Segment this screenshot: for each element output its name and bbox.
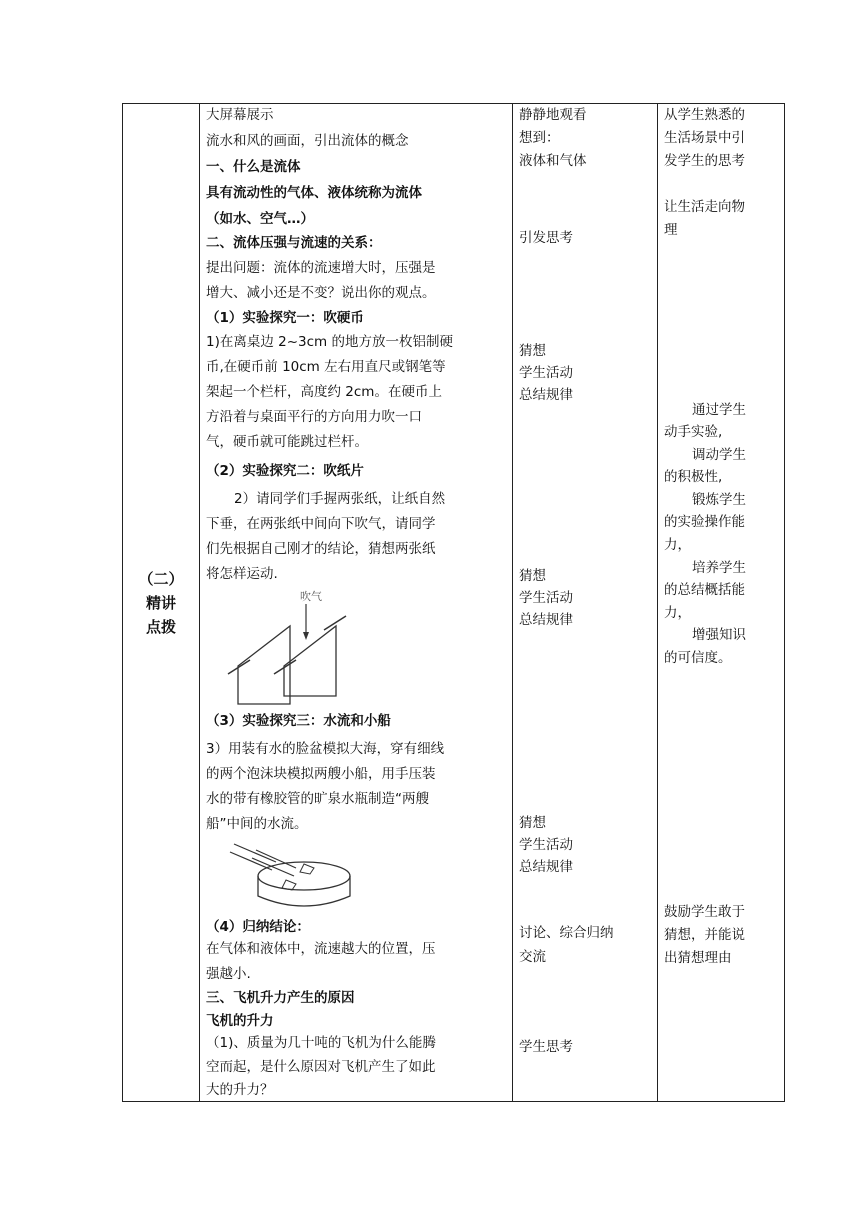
student-line: 讨论、综合归纳	[519, 925, 614, 941]
paper-blowing-figure	[220, 586, 380, 706]
content-line: 方沿着与桌面平行的方向用力吹一口	[206, 409, 422, 425]
content-line: 在气体和液体中，流速越大的位置，压	[206, 941, 436, 957]
student-line: 学生活动	[519, 365, 573, 381]
intent-line: 锻炼学生	[692, 492, 746, 508]
content-line: 强越小.	[206, 966, 251, 982]
teaching-content-cell	[200, 104, 513, 1102]
intent-line: 鼓励学生敢于	[664, 904, 745, 920]
content-line: 2）请同学们手握两张纸，让纸自然	[234, 491, 446, 507]
student-line: 引发思考	[519, 230, 573, 246]
intent-line: 从学生熟悉的	[664, 107, 745, 123]
student-activity-cell	[513, 104, 658, 1102]
intent-line: 出猜想理由	[664, 950, 732, 966]
section-label-2: 精讲	[145, 593, 176, 612]
student-line: 总结规律	[519, 387, 573, 403]
blow-label: 吹气	[300, 590, 322, 603]
content-line: 1)在离桌边 2~3cm 的地方放一枚铝制硬	[206, 334, 454, 350]
content-line: 船”中间的水流。	[206, 816, 308, 832]
student-line: 猜想	[519, 568, 546, 584]
content-line: 下垂，在两张纸中间向下吹气，请同学	[206, 516, 436, 532]
intent-line: 猜想，并能说	[664, 927, 745, 943]
student-line: 静静地观看	[519, 107, 587, 123]
intent-line: 让生活走向物	[664, 199, 745, 215]
content-line: 币,在硬币前 10cm 左右用直尺或钢笔等	[206, 359, 446, 375]
content-line: 气，硬币就可能跳过栏杆。	[206, 434, 368, 450]
content-subheading: （1）实验探究一：吹硬币	[206, 310, 364, 326]
content-line: 流水和风的画面，引出流体的概念	[206, 133, 409, 149]
intent-line: 的实验操作能	[664, 514, 745, 530]
content-line: 们先根据自己刚才的结论，猜想两张纸	[206, 541, 436, 557]
intent-line: 动手实验,	[664, 424, 723, 440]
intent-line: 力，	[664, 605, 691, 621]
lesson-plan-table	[122, 103, 785, 1102]
content-line: （如水、空气…）	[206, 211, 314, 227]
content-line: 将怎样运动.	[206, 566, 278, 582]
student-line: 学生活动	[519, 590, 573, 606]
student-line: 总结规律	[519, 859, 573, 875]
student-line: 猜想	[519, 343, 546, 359]
intent-line: 培养学生	[692, 560, 746, 576]
intent-line: 调动学生	[692, 447, 746, 463]
content-line: 大屏幕展示	[206, 107, 274, 123]
content-heading: 二、流体压强与流速的关系：	[206, 235, 382, 251]
content-subheading: （3）实验探究三：水流和小船	[206, 713, 391, 729]
section-cell	[123, 104, 200, 1102]
content-line: 飞机的升力	[206, 1013, 274, 1029]
content-line: 增大、减小还是不变？说出你的观点。	[206, 285, 436, 301]
content-line: （1)、质量为几十吨的飞机为什么能腾	[206, 1035, 436, 1051]
content-subheading: （2）实验探究二：吹纸片	[206, 463, 364, 479]
student-line: 猜想	[519, 815, 546, 831]
content-heading: 一、什么是流体	[206, 159, 301, 175]
content-line: 提出问题：流体的流速增大时，压强是	[206, 260, 436, 276]
intent-line: 的可信度。	[664, 650, 732, 666]
student-line: 交流	[519, 949, 546, 965]
content-line: 具有流动性的气体、液体统称为流体	[206, 185, 422, 201]
boat-basin-figure	[226, 836, 356, 908]
content-line: 大的升力？	[206, 1082, 274, 1098]
content-line: 空而起，是什么原因对飞机产生了如此	[206, 1059, 436, 1075]
intent-line: 理	[664, 222, 678, 238]
intent-line: 的总结概括能	[664, 582, 745, 598]
content-subheading: （4）归纳结论：	[206, 919, 310, 935]
intent-line: 发学生的思考	[664, 153, 745, 169]
content-line: 水的带有橡胶管的旷泉水瓶制造“两艘	[206, 791, 429, 807]
design-intent-cell	[658, 104, 785, 1102]
content-line: 3）用装有水的脸盆模拟大海，穿有细线	[206, 741, 445, 757]
content-line: 的两个泡沫块模拟两艘小船，用手压装	[206, 766, 436, 782]
student-line: 想到：	[519, 130, 560, 146]
intent-line: 力，	[664, 537, 691, 553]
student-line: 学生思考	[519, 1039, 573, 1055]
intent-line: 增强知识	[692, 627, 746, 643]
intent-line: 的积极性,	[664, 469, 723, 485]
intent-line: 通过学生	[692, 402, 746, 418]
student-line: 液体和气体	[519, 153, 587, 169]
content-heading: 三、飞机升力产生的原因	[206, 990, 355, 1006]
content-line: 架起一个栏杆，高度约 2cm。在硬币上	[206, 384, 442, 400]
intent-line: 生活场景中引	[664, 130, 745, 146]
section-label-1: （二）	[138, 569, 184, 588]
student-line: 学生活动	[519, 837, 573, 853]
student-line: 总结规律	[519, 612, 573, 628]
section-label-3: 点拨	[145, 617, 176, 636]
